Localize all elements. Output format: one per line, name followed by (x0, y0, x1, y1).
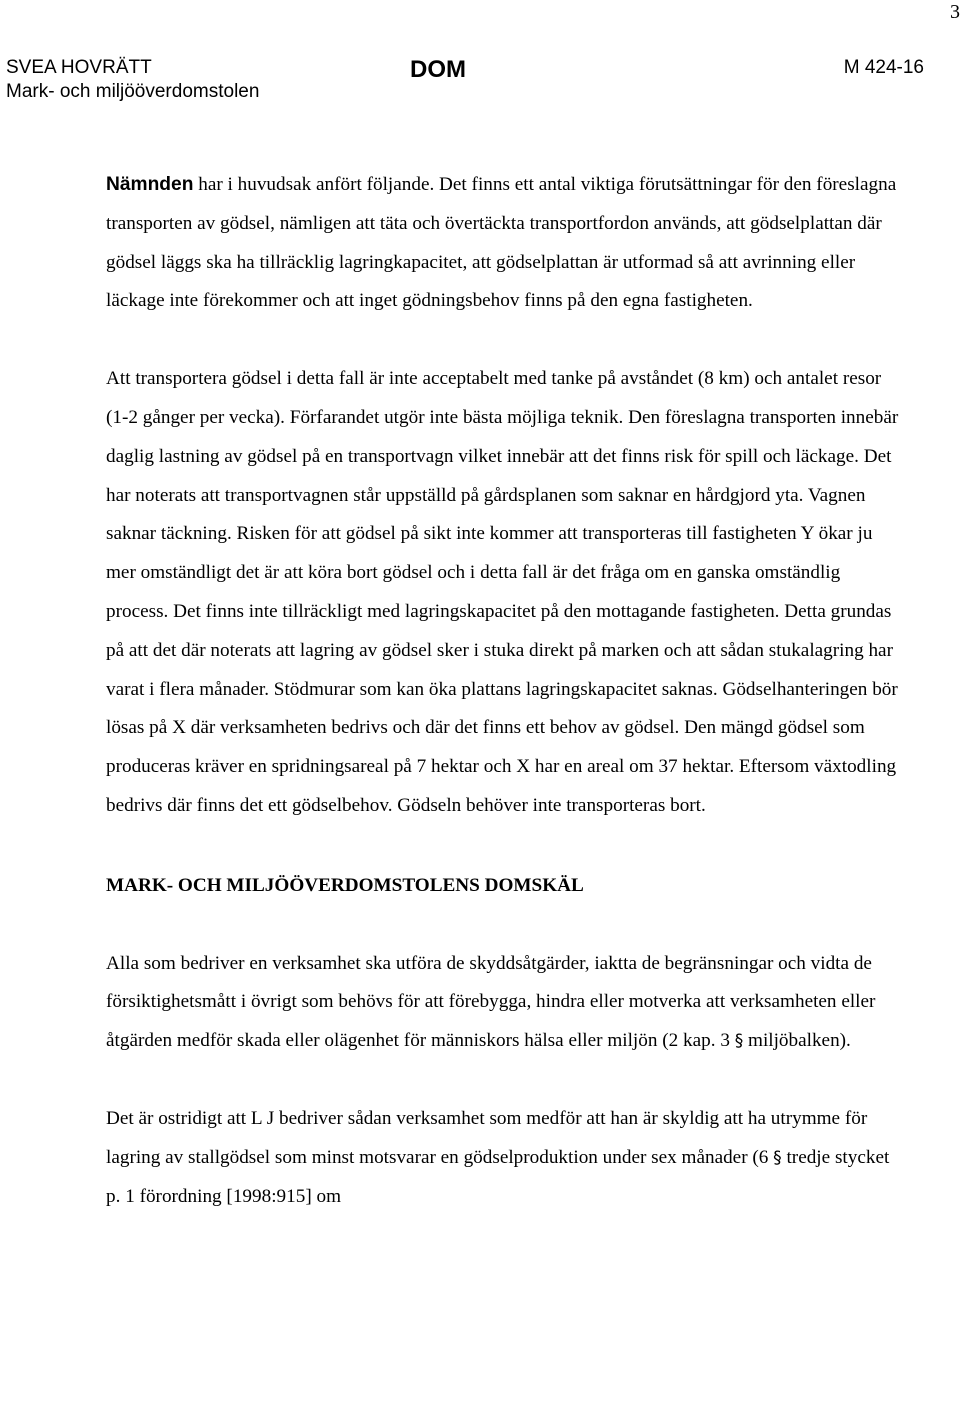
paragraph-4 (106, 1100, 906, 1216)
paragraph-1-text: har i huvudsak anfört följande. Det finns ett antal viktiga förutsättningar för den föreslagna transporten av gödsel, nämligen att täta och övertäckta transportfordon används, att gödselplattan där gödsel läggs ska ha tillräcklig lagringkapacitet, att gödselplattan är utformad så att avrinning eller läckage inte förekommer och att inget gödningsbehov finns på den egna fastigheten. (106, 174, 897, 312)
section-sign: § (734, 1031, 744, 1052)
section-sign: § (773, 1147, 782, 1168)
paragraph-4-text-a: Det är ostridigt att L J bedriver sådan verksamhet som medför att han är skyldig att ha utrymme för lagring av stallgödsel som minst motsvarar en gödselproduktion under sex månader (6 (106, 1107, 868, 1168)
paragraph-3 (106, 945, 906, 1061)
document-body (106, 166, 906, 1255)
paragraph-1-lead: Nämnden (106, 174, 194, 195)
paragraph-2: Att transportera gödsel i detta fall är inte acceptabelt med tanke på avståndet (8 km) och antalet resor (1-2 gånger per vecka). Förfarandet utgör inte bästa möjliga teknik. Den föreslagna transporten innebär daglig lastning av gödsel på en transportvagn vilket innebär att det finns risk för spill och läckage. Det har noterats att transportvagnen står uppställd på gårdsplanen som saknar en hårdgjord yta. Vagnen saknar täckning. Risken för att gödsel på sikt inte kommer att transporteras till fastigheten Y ökar ju mer omständligt det är att köra bort gödsel och i detta fall är det fråga om en ganska omständlig process. Det finns inte tillräckligt med lagringskapacitet på den mottagande fastigheten. Detta grundas på att det där noterats att lagring av gödsel sker i stuka direkt på marken och att sådan stukalagring har varat i flera månader. Stödmurar som kan öka plattans lagringskapacitet saknas. Gödselhanteringen bör lösas på X där verksamheten bedrivs och där det finns ett behov av gödsel. Den mängd gödsel som produceras kräver en spridningsareal på 7 hektar och X har en areal om 37 hektar. Eftersom växtodling bedrivs där finns det ett gödselbehov. Gödseln behöver inte transporteras bort. (106, 368, 899, 816)
paragraph-3-text-a: Alla som bedriver en verksamhet ska utföra de skyddsåtgärder, iaktta de begränsningar och vidta de försiktighetsmått i övrigt som behövs för att förebygga, hindra eller motverka att verksamheten eller åtgärden medför skada eller olägenhet för människors hälsa eller miljön (2 kap. 3 (106, 952, 876, 1052)
paragraph-3-text-b: miljöbalken). (743, 1030, 851, 1052)
paragraph-1 (106, 166, 906, 321)
paragraph-4-text-b: tredje stycket p. 1 förordning [1998:915] om (106, 1146, 890, 1207)
page-number: 3 (950, 1, 960, 23)
document-type: DOM (410, 56, 466, 83)
document-header (6, 57, 924, 109)
case-number: M 424-16 (843, 57, 924, 78)
section-heading: MARK- OCH MILJÖÖVERDOMSTOLENS DOMSKÄL (106, 874, 584, 896)
court-name: SVEA HOVRÄTT (6, 57, 152, 78)
court-division: Mark- och miljööverdomstolen (6, 81, 260, 102)
